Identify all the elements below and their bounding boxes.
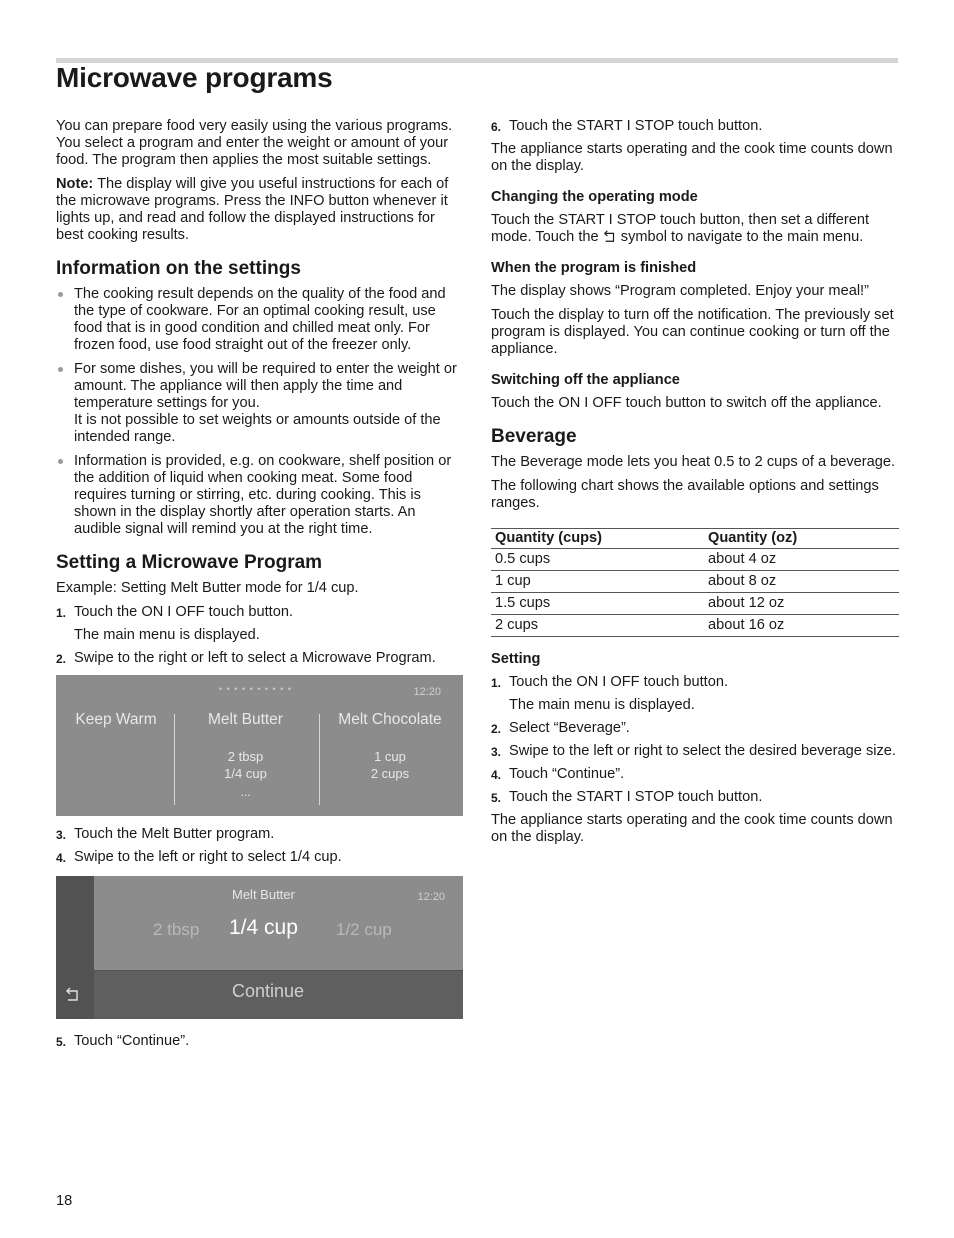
list-item: The cooking result depends on the quality of the food and the type of cookware. For an optimal cooking result, use food that is in good condition and chilled meat only. For frozen food, use food straight out of the freezer only. bbox=[56, 286, 464, 354]
continue-label: Continue bbox=[232, 981, 305, 1001]
switching-off-text: Touch the ON I OFF touch button to switch off the appliance. bbox=[491, 395, 882, 411]
step-5 bbox=[56, 1033, 464, 1050]
changing-mode-text bbox=[491, 212, 899, 246]
quantity-selection-display bbox=[56, 876, 463, 1019]
program-name: Keep Warm bbox=[75, 711, 157, 728]
step-text: Touch the ON I OFF touch button. bbox=[509, 674, 729, 690]
table-row bbox=[491, 549, 899, 571]
continue-button[interactable] bbox=[94, 971, 463, 1019]
info-heading: Information on the settings bbox=[56, 258, 301, 279]
column-header: Quantity (oz) bbox=[704, 529, 899, 549]
option-text: 2 tbsp bbox=[227, 749, 264, 764]
step-text: Swipe to the left or right to select the desired beverage size. bbox=[509, 743, 896, 759]
step-text: Touch the Melt Butter program. bbox=[74, 826, 275, 842]
quantity-option-selected[interactable]: 1/4 cup bbox=[229, 916, 298, 939]
note-text: The display will give you useful instructions for each of the microwave programs. Press the INFO button whenever it lights up, and read and follow the displayed instructions for best cooking results. bbox=[56, 176, 449, 243]
program-options bbox=[320, 748, 460, 782]
program-finished-heading: When the program is finished bbox=[491, 260, 697, 276]
setting-heading: Setting a Microwave Program bbox=[56, 552, 323, 573]
option-text: 1/4 cup bbox=[224, 766, 267, 781]
step-number: 5. bbox=[56, 1035, 67, 1049]
program-options bbox=[175, 748, 316, 782]
bev-step-5 bbox=[491, 789, 899, 806]
beverage-text-2: The following chart shows the available options and settings ranges. bbox=[491, 478, 879, 511]
step-number: 4. bbox=[56, 851, 67, 865]
step-number: 5. bbox=[491, 791, 502, 805]
step-number: 3. bbox=[56, 828, 67, 842]
table-cell: about 4 oz bbox=[704, 549, 899, 571]
table-cell: about 16 oz bbox=[704, 615, 899, 637]
display-title: Melt Butter bbox=[232, 887, 295, 902]
table-cell: 0.5 cups bbox=[491, 549, 704, 571]
table-row bbox=[491, 615, 899, 637]
step-3 bbox=[56, 826, 464, 843]
changing-mode-heading: Changing the operating mode bbox=[491, 189, 698, 205]
table-header-row bbox=[491, 529, 899, 549]
intro-paragraph: You can prepare food very easily using the various programs. You select a program and enter the weight or amount of your food. The program then applies the most suitable settings. bbox=[56, 118, 453, 168]
step-6-result: The appliance starts operating and the cook time counts down on the display. bbox=[491, 141, 893, 174]
display-clock: 12:20 bbox=[413, 686, 441, 698]
back-arrow-icon[interactable] bbox=[65, 986, 81, 1002]
option-text: 1 cup bbox=[374, 749, 406, 764]
bev-step-1-result: The main menu is displayed. bbox=[509, 697, 695, 713]
table-cell: 1.5 cups bbox=[491, 593, 704, 615]
program-selection-display bbox=[56, 675, 463, 816]
bev-step-1 bbox=[491, 674, 899, 691]
program-keep-warm[interactable] bbox=[56, 711, 176, 803]
step-number: 4. bbox=[491, 768, 502, 782]
info-bullet-list bbox=[56, 286, 464, 538]
bev-step-4 bbox=[491, 766, 899, 783]
bullet-text: For some dishes, you will be required to enter the weight or amount. The appliance will then apply the time and temperature settings for you. bbox=[74, 361, 457, 411]
quantity-option[interactable]: 2 tbsp bbox=[153, 920, 200, 939]
page-indicator-dots: • • • • • • • • • • bbox=[219, 684, 293, 694]
step-text: Swipe to the left or right to select 1/4 cup. bbox=[74, 849, 342, 865]
quantity-panel bbox=[94, 876, 463, 970]
step-4 bbox=[56, 849, 464, 866]
bev-step-3 bbox=[491, 743, 899, 760]
table-cell: about 8 oz bbox=[704, 571, 899, 593]
switching-off-heading: Switching off the appliance bbox=[491, 372, 680, 388]
table-row bbox=[491, 593, 899, 615]
program-melt-butter[interactable] bbox=[175, 711, 316, 803]
beverage-text-1: The Beverage mode lets you heat 0.5 to 2 cups of a beverage. bbox=[491, 454, 896, 470]
step-text: Touch the ON I OFF touch button. bbox=[74, 604, 294, 620]
step-number: 6. bbox=[491, 120, 502, 134]
bev-final-text: The appliance starts operating and the cook time counts down on the display. bbox=[491, 812, 893, 845]
step-number: 2. bbox=[491, 722, 502, 736]
step-6 bbox=[491, 118, 899, 135]
step-number: 1. bbox=[491, 676, 502, 690]
step-2 bbox=[56, 650, 464, 667]
step-text: Touch “Continue”. bbox=[509, 766, 625, 782]
step-text: Select “Beverage”. bbox=[509, 720, 630, 736]
display-clock: 12:20 bbox=[417, 891, 445, 903]
page-title: Microwave programs bbox=[56, 62, 333, 93]
finished-text-2: Touch the display to turn off the notification. The previously set program is displayed. You can continue cooking or turn off the appliance. bbox=[491, 307, 894, 357]
table-row bbox=[491, 571, 899, 593]
step-text: Touch the START I STOP touch button. bbox=[509, 789, 763, 805]
step-text: Touch “Continue”. bbox=[74, 1033, 190, 1049]
text-part: Touch the START I STOP touch button, then set a different mode. Touch the bbox=[491, 212, 870, 245]
beverage-table bbox=[491, 528, 899, 637]
quantity-option[interactable]: 1/2 cup bbox=[336, 920, 392, 939]
table-cell: about 12 oz bbox=[704, 593, 899, 615]
table-cell: 1 cup bbox=[491, 571, 704, 593]
more-ellipsis: ... bbox=[240, 785, 251, 799]
step-1-result: The main menu is displayed. bbox=[74, 627, 260, 643]
program-melt-chocolate[interactable] bbox=[320, 711, 460, 803]
list-item: Information is provided, e.g. on cookware, shelf position or the addition of liquid when cooking meat. Some food requires turning or stirring, etc. during cooking. This is shown in the display shortly after operation starts. An audible signal will remind you at the right time. bbox=[56, 453, 464, 538]
step-text: Touch the START I STOP touch button. bbox=[509, 118, 763, 134]
beverage-setting-heading: Setting bbox=[491, 651, 541, 667]
table-cell: 2 cups bbox=[491, 615, 704, 637]
back-arrow-icon bbox=[603, 229, 617, 243]
step-number: 2. bbox=[56, 652, 67, 666]
option-text: 2 cups bbox=[370, 766, 410, 781]
finished-text-1: The display shows “Program completed. Enjoy your meal!” bbox=[491, 283, 869, 299]
bullet-extra-text: It is not possible to set weights or amounts outside of the intended range. bbox=[74, 412, 441, 445]
column-header: Quantity (cups) bbox=[491, 529, 704, 549]
example-text: Example: Setting Melt Butter mode for 1/4 cup. bbox=[56, 580, 359, 596]
program-name: Melt Chocolate bbox=[338, 711, 442, 728]
step-text: Swipe to the right or left to select a Microwave Program. bbox=[74, 650, 436, 666]
step-number: 1. bbox=[56, 606, 67, 620]
text-part: symbol to navigate to the main menu. bbox=[620, 229, 864, 245]
bev-step-2 bbox=[491, 720, 899, 737]
page-number: 18 bbox=[56, 1193, 73, 1209]
right-column bbox=[491, 118, 899, 853]
beverage-heading: Beverage bbox=[491, 426, 577, 447]
note-paragraph bbox=[56, 176, 464, 244]
program-name: Melt Butter bbox=[208, 711, 283, 728]
step-number: 3. bbox=[491, 745, 502, 759]
note-label: Note: bbox=[56, 176, 94, 192]
step-1 bbox=[56, 604, 464, 621]
list-item bbox=[56, 361, 464, 446]
left-column bbox=[56, 118, 464, 1056]
